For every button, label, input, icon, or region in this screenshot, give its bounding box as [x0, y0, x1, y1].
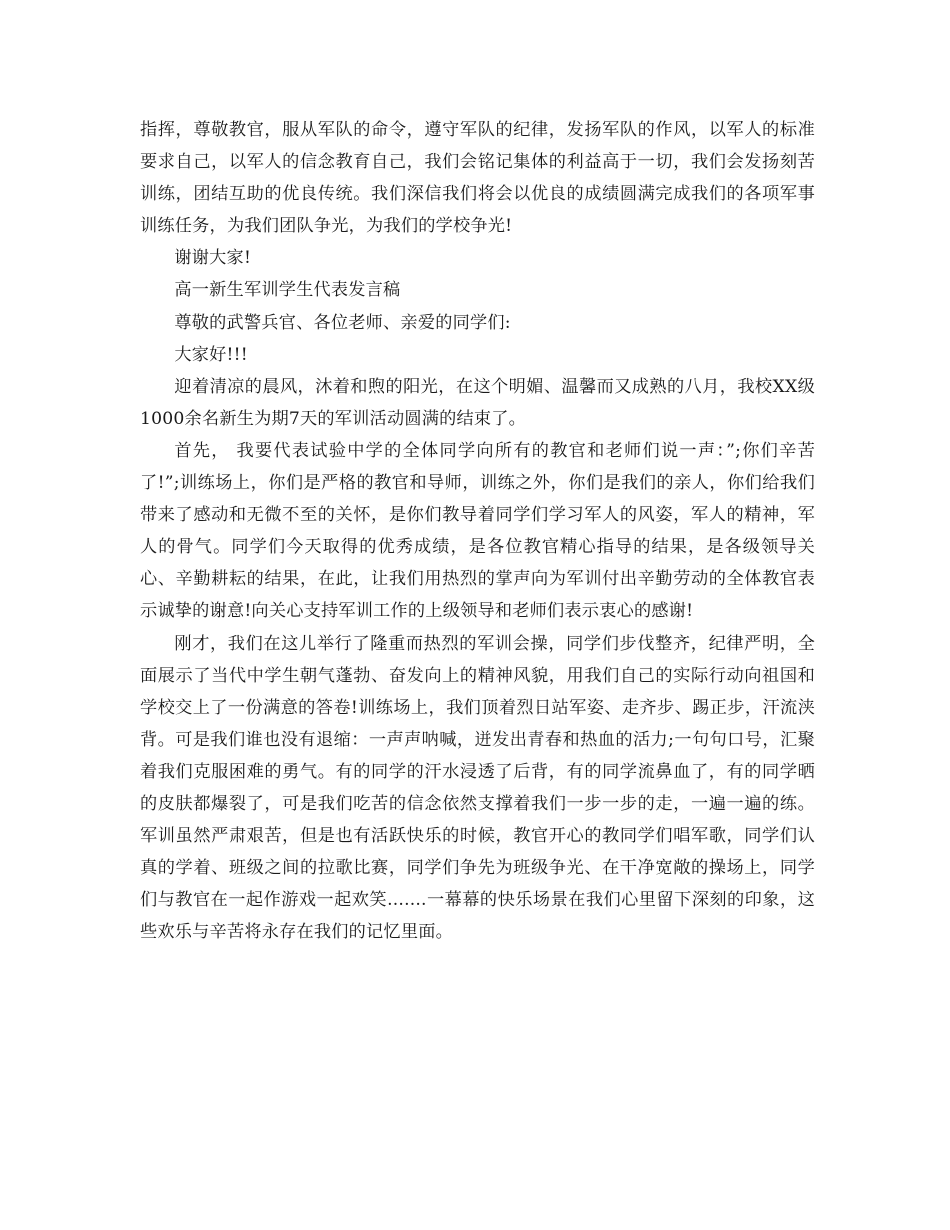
paragraph-thanks-instructors: 首先， 我要代表试验中学的全体同学向所有的教官和老师们说一声：”;你们辛苦了!”;训练场上，你们是严格的教官和导师，训练之外，你们是我们的亲人，你们给我们带来了感动和无微不至的关怀，是你们教导着同学们学习军人的风姿，军人的精神，军人的骨气。同学们今天取得的优秀成绩，是各位教官精心指导的结果，是各级领导关心、辛勤耕耘的结果，在此，让我们用热烈的掌声向为军训付出辛勤劳动的全体教官表示诚挚的谢意!向关心支持军训工作的上级领导和老师们表示衷心的感谢! [140, 440, 815, 622]
document-body [140, 114, 815, 948]
paragraph-1: 指挥，尊敬教官，服从军队的命令，遵守军队的纪律，发扬军队的作风，以军人的标准要求自己，以军人的信念教育自己，我们会铭记集体的利益高于一切，我们会发扬刻苦训练，团结互助的优良传统。我们深信我们将会以优良的成绩圆满完成我们的各项军事训练任务，为我们团队争光，为我们的学校争光! [140, 120, 815, 237]
paragraph-thanks: 谢谢大家! [174, 248, 252, 269]
salutation: 尊敬的武警兵官、各位老师、亲爱的同学们: [174, 312, 511, 333]
greeting: 大家好!!! [174, 344, 248, 365]
paragraph-drill-review: 刚才，我们在这儿举行了隆重而热烈的军训会操，同学们步伐整齐，纪律严明，全面展示了当代中学生朝气蓬勃、奋发向上的精神风貌，用我们自己的实际行动向祖国和学校交上了一份满意的答卷!训练场上，我们顶着烈日站军姿、走齐步、踢正步，汗流浃背。可是我们谁也没有退缩：一声声呐喊，迸发出青春和热血的活力;一句句口号，汇聚着我们克服困难的勇气。有的同学的汗水浸透了后背，有的同学流鼻血了，有的同学晒的皮肤都爆裂了，可是我们吃苦的信念依然支撑着我们一步一步的走，一遍一遍的练。军训虽然严肃艰苦，但是也有活跃快乐的时候，教官开心的教同学们唱军歌，同学们认真的学着、班级之间的拉歌比赛，同学们争先为班级争光、在干净宽敞的操场上，同学们与教官在一起作游戏一起欢笑.......一幕幕的快乐场景在我们心里留下深刻的印象，这些欢乐与辛苦将永存在我们的记忆里面。 [140, 633, 815, 943]
paragraph-intro: 迎着清凉的晨风，沐着和煦的阳光，在这个明媚、温馨而又成熟的八月，我校XX级1000余名新生为期7天的军训活动圆满的结束了。 [140, 376, 815, 429]
speech-title: 高一新生军训学生代表发言稿 [174, 280, 401, 301]
